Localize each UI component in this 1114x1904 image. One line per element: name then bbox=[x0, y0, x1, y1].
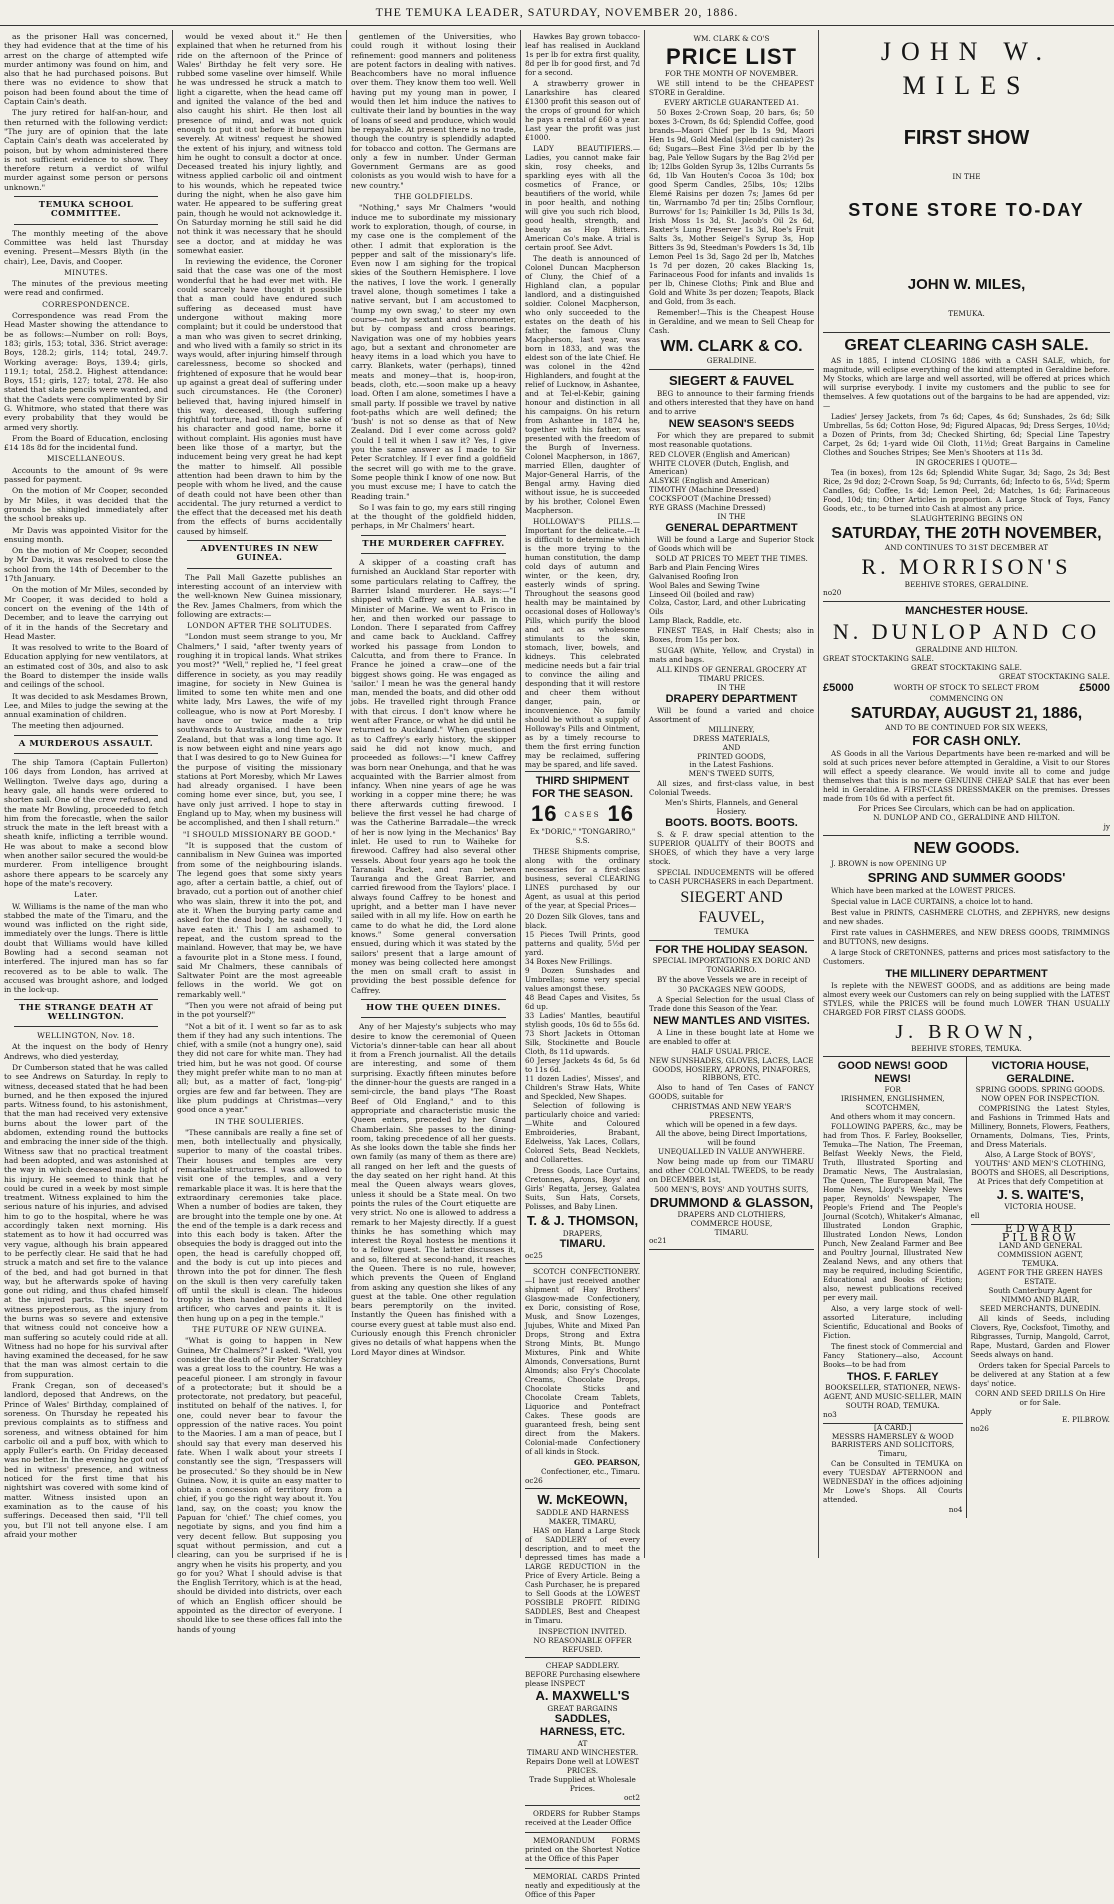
ad-line: N. DUNLOP AND CO., GERALDINE AND HILTON. bbox=[873, 812, 1060, 822]
ad-line: SLAUGHTERING BEGINS ON bbox=[910, 513, 1023, 523]
advertiser-name: J. S. WAITE'S, bbox=[996, 1186, 1084, 1202]
ad-text: BY the above Vessels we are in receipt of bbox=[657, 974, 807, 984]
article-text: The ship Tamora (Captain Fullerton) 106 days from London, has arrived at Wellington. Twelve days ago, during a heavy gale, all hands were ordered to shorten sail. One of the crew refused, and the mate Mr Bowling, proceeded to fetch him from the forecastle, when the sailor struck the mate in the left breast with a sheath knife, inflicting a terrible wound. He was about to make a second blow when another sailor secured the would-be murderer. From intelligence brought ashore there appears to be scarcely any hope of the mate's recovery. bbox=[4, 758, 168, 888]
ad-line: SOLD AT PRICES TO MEET THE TIMES. bbox=[655, 553, 808, 563]
cases-count: 16 bbox=[607, 801, 634, 826]
sub-heading: THE FUTURE OF NEW GUINEA. bbox=[192, 1325, 327, 1335]
article-text: A skipper of a coasting craft has furnished an Auckland Star reporter with some particulars relating to Caffrey, the Barrier Island murderer. He says:—"I shipped with Caffrey as an A.B. in the Minister of Marine. We went to Frisco in her, and then worked our passage to London. There I separated from Caffrey and came back to Auckland. Caffrey worked his passage from London to Calcutta, and from there to France. In France he joined a craw—one of the biggest shows going. He was engaged as 'sailor.' I mean he was the general handy man, mended the boats, and did other odd jobs. He travelled right through France with that circus. I don't know where he went after France, or what he did until he returned to Auckland." When questioned as to Caffrey's early history, the skipper said he did not know much, and proceeded as follows:—"I knew Caffrey was born near Onehunga, and that he was acquainted with the Barrier almost from infancy. When nine years of age he was working in a copper mine there; he was there afterwards cutting firewood. I believe the first vessel he had charge of was the Catherine Barradale—the wreck of her is now lying in the Mechanics' Bay inlet. He used to run to Waiheke for firewood. Caffrey had also several other vessels. About four years ago he took the Taranaki Packet, and ran between Tauranga and the Great Barrier, and carried firewood from the Taylors' place. I always found Caffrey to be honest and upright, and a better man I have never sailed with in all my life. How on earth he came to do what he did, the Lord alone knows." Some general conversation ensued, during which it was stated by the sailors' present that a large amount of money was being collected here amongst the men on small craft to assist in providing the best possible defence for Caffrey. bbox=[351, 558, 516, 995]
ad-text: Which have been marked at the LOWEST PRICES. bbox=[831, 885, 1016, 895]
article-text: The death is announced of Colonel Duncan Macpherson of Cluny, the Chief of a Highland clan, a popular landlord, and a distinguished soldier. Colonel Macpherson, who only succeeded to the estates on the death of his father, the famous Cluny Macpherson, last year, was born in 1833, and was the eldest son of the late Chief. He was colonel in the 42nd Highlanders, and fought at the relief of Lucknow, in Ashantee, and at Tel-el-Kebir, gaining honour and distinction in all his campaigns. On his return from Ashantee in 1874 he, together with his father, was presented with the freedom of the Burgh of Inverness. Colonel Macpherson, in 1867, married Ellen, daughter of Major-General Harris, of the Bengal army. Having died without issue, he is succeeded by his brother, Colonel Ewen Macpherson. bbox=[525, 254, 640, 515]
article-text: "Nothing," says Mr Chalmers "would induce me to subordinate my missionary work to exploration, though, of course, in my case one is the complement of the other. I admit that exploration is the pepper and salt of the missionary's life. Even now I am sighing for the tropical skies of the Southern Hemisphere. I love the natives, I love the work. I generally travel alone, though sometimes I take a native servant, but I am accustomed to 'hump my own swag,' to steer my own course—not by sextant and chronometer, but by compass and cross bearings. Navigation was one of my hobbies years ago, but a sextant and chronometer are heavy items in a load which you have to carry. Blankets, water (perhaps), tinned meats and money—that is, hoop-iron, beads, cloth, etc.—soon make up a heavy load. Often I am alone, sometimes I have a small party. If possible we travel by native foot-paths which are well defined; the 'bush' is not so dense as that of New Zealand. Did I ever come across gold? Could I tell it when I saw it? Yes, I give you the same answer as I made to Sir Peter Scratchley. If I ever find a goldfield the secret will go with me to the grave. Some people think I know of one now. But you must excuse me; I have to catch the Reading train." bbox=[351, 203, 516, 501]
ad-text: A Special Selection for the usual Class of Trade done this Season of the Year. bbox=[649, 994, 814, 1013]
ad-code: oct2 bbox=[623, 1793, 640, 1802]
column-1 bbox=[0, 32, 172, 1556]
ad-text: BEG to announce to their farming friends and others interested that they have on hand and to arrive bbox=[649, 388, 814, 416]
ad-text: For which they are prepared to submit most reasonable quotations. bbox=[649, 430, 814, 449]
ad-text: FOLLOWING PAPERS, &c., may be had from Thos. F. Farley, Bookseller, Temuka—The Nation, The Freeman, Belfast Weekly News, the Field, Truth, Illustrated Sporting and Dramatic News, The Australasian, The Queen, The European Mail, The Home News, Lloyd's Weekly News paper, Reynolds' Newspaper, The People's Friend and The People's Journal (Scotch), Whitaker's Almanac, Illustrated London Graphic, Illustrated London News, London Punch, New Zealand Farmer and Bee and Poultry Journal, Illustrated New Zealand News, and any others that may be required, including Scientific, Educational and Books of Fiction; also, newest publications received per every mail. bbox=[823, 1122, 963, 1303]
ad-line: PRINTED GOODS, bbox=[697, 751, 766, 761]
column-2 bbox=[173, 32, 346, 1634]
ad-text: AS in 1885, I intend CLOSING 1886 with a CASH SALE, which, for magnitude, will eclipse everything of the kind attempted in Geraldine before. My Stocks, which are large and well assorted, will be offered at prices which will surprise everybody. I invite my customers and the public to see for themselves. A few quotations out of the bargains to be had are appended, viz:— bbox=[823, 355, 1110, 410]
column-6 bbox=[819, 32, 1114, 1556]
article-text: From the Board of Education, enclosing £14 18s 8d for the incidental fund. bbox=[4, 433, 168, 453]
article-text: At the inquest on the body of Henry Andrews, who died yesterday, bbox=[4, 1042, 168, 1061]
article-text: "Then you were not afraid of being put in the pot yourself?" bbox=[177, 1000, 342, 1020]
list-item: 33 Ladies' Mantles, beautiful stylish goods, 10s 6d to 55s 6d. bbox=[525, 1011, 640, 1029]
advertiser-town: GERALDINE AND HILTON. bbox=[915, 645, 1018, 655]
ad-line: Also, A Large Stock of BOYS', YOUTHS' AND MEN'S CLOTHING, bbox=[974, 1150, 1106, 1169]
cases-count: 16 bbox=[531, 801, 558, 826]
article-text: gentlemen of the Universities, who could rough it without losing their refinement: good manners and politeness are potent factors in dealing with natives. Beachcombers have no moral influence over them. They know them too well. Well having put my young man in power, I would then let him induce the natives to cultivate their land by bounties in the way of loans of seed and produce, which would be repayable. At present there is no trade, though the country is splendidly adapted for tobacco and cotton. The Germans are only a few in number. Under German Government Germans are as good colonists as you would wish to have for a new country." bbox=[351, 32, 516, 190]
list-item: Colza, Castor, Lard, and other Lubricating Oils bbox=[649, 598, 806, 617]
ad-line: AND CONTINUES TO 31ST DECEMBER AT bbox=[884, 542, 1049, 552]
list-item: TIMOTHY (Machine Dressed) bbox=[649, 485, 759, 495]
advertiser-town: TIMARU. bbox=[559, 1238, 606, 1250]
ad-heading: FIRST SHOW bbox=[903, 127, 1030, 149]
article-heading: ADVENTURES IN NEW GUINEA. bbox=[200, 544, 319, 564]
stock-label: WORTH OF STOCK TO SELECT FROM bbox=[893, 683, 1040, 693]
article-text: would be vexed about it." He then explained that when he returned from his ride on the afternoon of the Prince of Wales' Birthday he felt very sore. He rubbed some vaseline over himself. While he was undressed he struck a match to light a cigarette, when the head came off and ignited the valance of the bed and also caught his shirt. He then lost all presence of mind, and was not quick enough to put it out before it burned him severely. At witness' request he showed the extent of his injury, and witness told him he ought to consult a doctor at once. Deceased treated his injury lightly, and witness applied carbolic oil and ointment to his wounds, which he repeated twice during the night, when he also gave him water. He appeared to be suffering great pain, though he would not acknowledge it. On Saturday morning he still said he did not think it was necessary that he should see a doctor, and at midday he was somewhat easier. bbox=[177, 32, 342, 255]
article-text: W. Williams is the name of the man who stabbed the mate of the Timaru, and the wound was inflicted on the right side, immediately over the lungs. There is little doubt that Williams would have killed Bowling had a second seaman not interfered. The injured man has so far recovered as to be able to walk. The accused was brought ashore, and lodged in the lock-up. bbox=[4, 901, 168, 995]
ad-heading: MANCHESTER HOUSE. bbox=[905, 605, 1028, 618]
orders-ad bbox=[525, 1806, 640, 1833]
dunlop-ad bbox=[823, 602, 1110, 835]
ad-text: Special value in LACE CURTAINS, a choice lot to hand. bbox=[831, 896, 1033, 906]
advertiser-town: TEMUKA bbox=[714, 927, 749, 937]
ad-line: GREAT STOCKTAKING SALE. bbox=[823, 654, 934, 664]
list-item: 48 Bead Capes and Visites, 5s 6d up. bbox=[525, 993, 640, 1011]
article-text: On the motion of Mr Cooper, seconded by Mr Davis, it was resolved to close the school from the 14th of December to the 17th January. bbox=[4, 546, 168, 584]
article-text: LADY BEAUTIFIERS.—Ladies, you cannot make fair skin, rosy cheeks, and sparkling eyes with all the cosmetics of France, or beautifiers of the world, while in poor health, and nothing will give you such rich blood, good health, strength, and beauty as Hop Bitters. American Co's make. A trial is certain proof. See Advt. bbox=[525, 144, 640, 252]
ad-text: Now being made up from our TIMARU and other COLONIAL TWEEDS, to be ready on DECEMBER 1st, bbox=[649, 1156, 814, 1184]
ad-text: Dress Goods, Lace Curtains, Cretonnes, Aprons, Boys' and Girls' Regatta, Jersey, Galatea Suits, Sun Hats, Corsets, Polisses, and Baby Linen. bbox=[525, 1166, 640, 1211]
ad-heading: NEW SEASON'S SEEDS bbox=[668, 417, 795, 430]
ad-line: AND TO BE CONTINUED FOR SIX WEEKS, bbox=[885, 722, 1048, 732]
advertiser-town: Timaru, bbox=[878, 1449, 908, 1459]
article-text: The minutes of the previous meeting were read and confirmed. bbox=[4, 279, 168, 298]
list-item: 60 Jersey Jackets 4s 6d, 5s 6d to 11s 6d. bbox=[525, 1056, 640, 1074]
masthead-title: THE TEMUKA LEADER, SATURDAY, NOVEMBER 20, 1886. bbox=[375, 5, 739, 19]
miles-ad bbox=[823, 32, 1110, 333]
ad-line: SPRING GOODS. SPRING GOODS. bbox=[975, 1085, 1105, 1095]
ad-code: oc21 bbox=[649, 1236, 667, 1246]
advertiser-name: GEO. PEARSON, bbox=[574, 1458, 640, 1467]
ad-code: ell bbox=[970, 1210, 980, 1220]
ad-code: no3 bbox=[823, 1409, 837, 1419]
advertiser-town: TIMARU. bbox=[714, 1227, 749, 1237]
pearson-ad bbox=[525, 1264, 640, 1489]
ad-text: BEFORE Purchasing elsewhere please INSPECT bbox=[525, 1670, 640, 1688]
article-text: as the prisoner Hall was concerned, they had evidence that at the time of his arrest on the charge of attempted wife murder antimony was found on him, and also that he had purchased poisons. But there was no evidence to show that poison had been found about the time of Captain Cain's death. bbox=[4, 32, 168, 107]
advertiser-name: SIEGERT AND FAUVEL, bbox=[680, 889, 783, 927]
article-text: Accounts to the amount of 9s were passed for payment. bbox=[4, 465, 168, 485]
bottom-ads bbox=[823, 1057, 1110, 1518]
article-text: Frank Cregan, son of deceased's landlord, deposed that Andrews, on the Prince of Wales' Birthday, complained of soreness. On Thursday he repeated his previous complaints as to stiffness and soreness, and witness obtained for him carbolic oil and a puff box, with which to apply Fuller's earth. On Friday deceased was no better. In the evening he got out of bed in witness' presence, and witness noticed for the first time that his nightshirt was covered with some kind of matter. Witness insisted upon an examination as to the cause of his sufferings. Deceased then said, "I'll tell you, but I'll not tell anyone else. I am afraid your mother bbox=[4, 1381, 168, 1539]
ad-line: which will be opened in a few days. bbox=[665, 1120, 798, 1130]
list-item: 15 Pieces Twill Prints, good patterns and quality, 5½d per yard. bbox=[525, 930, 640, 957]
article-text: The jury retired for half-an-hour, and then returned with the following verdict: "The jury are of opinion that the late Captain Cain's death was accelerated by poison, but by whom administered there is not sufficient evidence to show. They therefore return a verdict of wilful murder against some person or persons unknown." bbox=[4, 108, 168, 192]
advertiser-name: DRUMMOND & GLASSON, bbox=[649, 1194, 814, 1210]
advertiser-name: JOHN W. MILES bbox=[880, 37, 1053, 100]
advertiser-name: JOHN W. MILES, bbox=[907, 275, 1026, 293]
list-item: 34 Boxes New Frillings. bbox=[525, 957, 613, 966]
ad-text: HAS on Hand a Large Stock of SADDLERY of every description, and to meet the depressed times has made a LARGE REDUCTION in the Price of Every Article. Being a Cash Purchaser, he is prepared to Sell Goods at the LOWEST POSSIBLE PROFIT. RIDING SADDLES, Best and Cheapest in Timaru. bbox=[525, 1526, 640, 1625]
ad-line: IN THE bbox=[717, 682, 746, 692]
advertiser-name: WM. CLARK & CO. bbox=[660, 337, 803, 355]
ad-heading: THE MILLINERY DEPARTMENT bbox=[885, 967, 1048, 980]
advertiser-trade: BOOKSELLER, STATIONER, NEWS-AGENT, AND MUSIC-SELLER, MAIN SOUTH ROAD, TEMUKA. bbox=[823, 1383, 962, 1410]
ad-text: SUGAR (White, Yellow, and Crystal) in mats and bags. bbox=[649, 646, 814, 665]
ad-line: COMMERCE HOUSE, bbox=[690, 1218, 773, 1228]
advertiser-trade: DRAPERS AND CLOTHIERS, bbox=[677, 1209, 786, 1219]
ad-line: Men's Shirts, Flannels, and General Hosiery. bbox=[665, 798, 798, 817]
ad-line: AND bbox=[722, 742, 741, 752]
memorial-ad bbox=[525, 1869, 640, 1904]
ad-heading: VICTORIA HOUSE, GERALDINE. bbox=[991, 1060, 1089, 1086]
advertiser-trade: DRAPERS, bbox=[562, 1229, 603, 1238]
ad-code: no4 bbox=[948, 1505, 963, 1515]
ad-line: 500 MEN'S, BOYS' AND YOUTHS SUITS, bbox=[654, 1184, 809, 1194]
sub-heading: Later. bbox=[74, 890, 98, 900]
cases-row bbox=[525, 801, 640, 827]
ad-heading: SATURDAY, THE 20TH NOVEMBER, bbox=[831, 524, 1102, 542]
sub-heading: LONDON AFTER THE SOLITUDES. bbox=[187, 621, 332, 631]
ad-text: Will be found a varied and choice Assortment of bbox=[649, 705, 814, 724]
ad-heading: BOOTS. BOOTS. BOOTS. bbox=[665, 817, 798, 830]
drummond-ad bbox=[649, 941, 814, 1250]
ad-line: CHRISTMAS AND NEW YEAR'S PRESENTS, bbox=[671, 1102, 792, 1121]
ad-line: SADDLES, HARNESS, ETC. bbox=[540, 1713, 625, 1738]
ad-heading: GOOD NEWS! GOOD NEWS! bbox=[837, 1060, 948, 1086]
ad-heading: NEW MANTLES AND VISITES. bbox=[653, 1014, 810, 1027]
article-text: Mr Davis was appointed Visitor for the ensuing month. bbox=[4, 525, 168, 544]
item-list bbox=[525, 912, 640, 1101]
ad-text: All sizes, and first-class value, in best Colonial Tweeds. bbox=[649, 779, 814, 798]
advertiser-name: EDWARD PILBROW bbox=[971, 1224, 1111, 1243]
list-item: Wool Bales and Sewing Twine bbox=[649, 580, 760, 590]
waite-ad bbox=[971, 1057, 1111, 1518]
ad-line: TIMARU AND WINCHESTER. bbox=[526, 1748, 639, 1757]
article-text: "It is supposed that the custom of cannibalism in New Guinea was imported from some of the neighbouring islands. The legend goes that some sixty years ago, after a certain battle, a chief, out of bravado, cut a portion out of another chief who was slain, threw it into the pot, and ate it. When the burying party came and asked for the dead body, he said coolly, 'I have eaten it.' This I am ashamed to repeat, and the custom spread to the mainland. However, that may be, we have a favourite plot in a Stone mess. I found, said Mr Chalmers, these cannibals of Saltwater Point are the most agreeable fellows in the world. We got on remarkably well." bbox=[177, 840, 342, 999]
article-text: "What is going to happen in New Guinea, Mr Chalmers?" I asked. "Well, you consider the death of Sir Peter Scratchley was a great loss to the country. He was a peaceful pioneer. I am strongly in favour of a protectorate; but it should be a protectorate, not predatory, but peaceful, instituted on behalf of the natives. I, for one, could never bear to favour the oppression of the native races. You point to the Maories. I am a man of peace, but I should say that every man deserved his fate. When I walk about your streets I constantly see the sign, 'Trespassers will be prosecuted.' So they should be in New Guinea. Now, it is quite an easy matter to obtain a concession of territory from a chief, if you go the right way about it. You land, say, on the coast; you know the Papuan for 'chief.' The chief comes, you negotiate by signs, and you find him a very decent fellow. But supposing you squat without permission, and cut a clearing, can you be surprised if he is angry when he visits his property, and you go for you? What I should advise is that the English Territory, which is at the head, should be divided into districts, over each of which an English officer should be appointed as the director of everyone. I should like to see these offices fall into the hands of young bbox=[177, 1336, 342, 1634]
ad-heading: FOR CASH ONLY. bbox=[912, 732, 1021, 748]
ad-text: Also to hand of Ten Cases of FANCY GOODS, suitable for bbox=[649, 1083, 814, 1102]
article-text: "Not a bit of it. I went so far as to ask them if they had any such intentions. The chief, with a smile (not a hungry one), said they did not care for white man. They had tried him, but he was not good. Of course they might prefer white man to no man at all; but, as a matter of fact, 'long-pig' orgies are few and far between. They are like plum puddings at Christmas—very good once a year." bbox=[177, 1021, 342, 1115]
sub-heading: MINUTES. bbox=[64, 267, 108, 277]
ships-line: Ex "DORIC," "TONGARIRO," S.S. bbox=[529, 827, 636, 845]
ad-text: S. & F. draw special attention to the SUPERIOR QUALITY of their BOOTS and SHOES, of which they have a very large stock. bbox=[649, 830, 814, 867]
thomson-ad bbox=[525, 771, 640, 1264]
ad-line: And others whom it may concern. bbox=[830, 1112, 956, 1122]
ad-line: NO REASONABLE OFFER REFUSED. bbox=[533, 1636, 632, 1654]
advertiser-town: TEMUKA. bbox=[1021, 1259, 1059, 1269]
ad-line: SEED MERCHANTS, DUNEDIN. bbox=[979, 1303, 1101, 1313]
ad-line: MILLINERY, bbox=[708, 724, 755, 734]
ad-heading: SATURDAY, AUGUST 21, 1886, bbox=[850, 704, 1083, 722]
advertiser-trade: SADDLE AND HARNESS MAKER, TIMARU, bbox=[536, 1508, 629, 1526]
ad-heading: GENERAL DEPARTMENT bbox=[665, 521, 798, 534]
ad-text: Best value in PRINTS, CASHMERE CLOTHS, and ZEPHYRS, new designs and new shades. bbox=[823, 907, 1110, 926]
advertiser-trade: LAND AND GENERAL COMMISSION AGENT, bbox=[997, 1241, 1084, 1260]
ad-text: Ladies' Jersey Jackets, from 7s 6d; Capes, 4s 6d; Sunshades, 2s 6d; Silk Umbrellas, 5s 6d; Cotton Hose, 9d; Figured Alpacas, 9d; Dress Serges, 10½d; a Dozen of Prints, from 3d; Checked Shirting, 6d; Special Line Tapestry Carpet, 2s 6d; 1-yard wide Oil Cloth, 11½d; Great Bargains in Cameline Clothes and Souches Stripes; See Men's Shooters at 11s 3d. bbox=[823, 411, 1110, 457]
article-text: In reviewing the evidence, the Coroner said that the case was one of the most wonderful that he had ever met with. He could scarcely have thought it possible that a man could have endured such suffering as deceased must have undergone without making more complaint; but it could be understood that a man who was given to secret drinking, and who lived with a family so strict in its ways would, after injuring himself through carelessness, become so shocked and frightened of exposure that he would bear up against a great deal of suffering under such circumstances. He (the Coroner) believed that, having injured himself in this way, deceased, though suffering frightful torture, had still, for the sake of his character and good name, borne it without complaint. His agonies must have been like those of a martyr, but the inducement being very great he had kept the matter to himself. All possible attention had been drawn to him by the people with whom he lived, and the cause of death could not have been other than accidental. The jury returned a verdict to the effect that the deceased met his death from the effects of burns accidentally caused by himself. bbox=[177, 257, 342, 536]
advertiser-name: R. MORRISON'S bbox=[861, 553, 1072, 579]
ad-line: FOR THE MONTH OF NOVEMBER. bbox=[664, 68, 799, 78]
list-item: RED CLOVER (English and American) bbox=[649, 449, 791, 459]
list-item: Barb and Plain Fencing Wires bbox=[649, 562, 760, 572]
advertiser-name: J. BROWN, bbox=[895, 1020, 1038, 1043]
ad-text: FINEST TEAS, in Half Chests; also in Boxes, from 15s per box. bbox=[649, 626, 814, 645]
maxwell-ad bbox=[525, 1658, 640, 1806]
advertiser-town: VICTORIA HOUSE. bbox=[1004, 1201, 1077, 1211]
ad-text: SPECIAL INDUCEMENTS will be offered to CASH PURCHASERS in each Department. bbox=[649, 868, 814, 887]
article-text: It was decided to ask Mesdames Brown, Lee, and Miles to judge the sewing at the annual examination of children. bbox=[4, 691, 168, 720]
ad-line: COMMENCING ON bbox=[929, 693, 1004, 703]
list-item: Galvanised Roofing Iron bbox=[649, 571, 739, 581]
article-text: Correspondence was read From the Head Master showing the attendance to be as follows:—Number on roll: Boys, 183; girls, 153; total, 336. Strict average: Boys, 128.2; girls, 114; total, 249.7. Working average: Boys, 139.4; girls, 119.1; total, 258.2. Highest attendance: Boys, 151; girls, 127; total, 278. He also stated that slate pencils were wanted, and that the Cadets were complimented by Sir G. Whitmore, who stated that there was every probability that they would be armed very shortly. bbox=[4, 311, 168, 432]
article-heading: THE MURDERER CAFFREY. bbox=[362, 538, 505, 549]
ad-line: ALL KINDS OF GENERAL GROCERY AT TIMARU PRICES. bbox=[656, 665, 807, 684]
ad-text: Tea (in boxes), from 12s 6d; Splendid White Sugar, 3d; Sago, 2s 3d; Best Rice, 2s 9d doz; 2-Crown Soap, 5s 9d; Currants, 6d; Infecto to 6s, 5¼d; Sperm Candles, 6d; Coffee, 1s 4d; Lemon Peel, 2d; Matches, 1s 6d; Farinaceous Food, 10d; tin; Other Articles in proportion. A Large Stock of Toys, Fancy Goods, etc., to be turned into Cash at almost any price. bbox=[823, 467, 1110, 513]
ad-line: IN THE bbox=[952, 172, 981, 181]
ad-text: THESE Shipments comprise, along with the ordinary necessaries for a first-class business, several CLEARING LINES purchased by our Agent, as usual at this period of the year, at Special Prices— bbox=[525, 847, 640, 910]
article-text: "London must seem strange to you, Mr Chalmers," I said, "after twenty years of roughing it in tropical lands. What strikes you most?" "Well," replied he, "I feel great difference in society, as you may readily imagine, for society in New Guinea is limited to some ten white men and one white lady, Mrs Lawes, the wife of my colleague, who is now at Port Moresby. I have once or twice made a trip southwards to Australia, and then to New Zealand, but that was a long time ago. It is now between eight and nine years ago that I was desired to go to New Guinea for the purpose of visiting the missionary stations at Port Moresby, which Mr Lawes had already organised. I have been coming home ever since, but, you see, I have only just arrived. I hope to stay in England up to May, when my business will be accomplished, and then I shall return." bbox=[177, 632, 342, 828]
article-heading: TEMUKA SCHOOL COMMITTEE. bbox=[38, 200, 134, 220]
ad-line: [A CARD.] bbox=[823, 1423, 963, 1433]
ad-line: All the above, being Direct Importations, will be found bbox=[655, 1129, 808, 1147]
ad-code: no26 bbox=[970, 1424, 989, 1434]
farley-ad bbox=[823, 1057, 967, 1518]
ad-text: Orders taken for Special Parcels to be delivered at any Station at a few days' notice. bbox=[970, 1360, 1110, 1388]
sub-heading: MISCELLANEOUS. bbox=[46, 454, 126, 464]
ad-text: MEMORANDUM FORMS printed on the Shortest Notice at the Office of this Paper bbox=[525, 1836, 640, 1863]
article-heading: A MURDEROUS ASSAULT. bbox=[18, 738, 154, 749]
ad-line: South Canterbury Agent for bbox=[988, 1286, 1092, 1295]
ad-code: oc25 bbox=[525, 1251, 543, 1260]
general-list bbox=[649, 564, 814, 626]
ad-line: AGENT FOR THE GREEN HAYES ESTATE. bbox=[977, 1268, 1103, 1287]
article-text: So I was fain to go, my ears still ringing at the thought of the goldfield hidden, perhaps, in Mr Chalmers' heart. bbox=[351, 502, 516, 531]
article-text: On the motion of Mr Miles, seconded by Mr Cooper, it was decided to hold a concert on the evening of the 14th of December, and to leave the carrying out of it in the hands of the Secretary and Head Master. bbox=[4, 585, 168, 641]
ad-heading: THIRD SHIPMENT FOR THE SEASON. bbox=[532, 775, 633, 800]
ad-line: IN THE bbox=[717, 511, 746, 521]
ad-code: jy bbox=[1103, 821, 1110, 831]
ad-line: 30 PACKAGES NEW GOODS, bbox=[677, 984, 786, 994]
article-text: Hawkes Bay grown tobacco-leaf has realised in Auckland 1s per lb for extra first quality, 8d per lb for good first, and 7d for a second. bbox=[525, 32, 640, 77]
ad-line: GREAT STOCKTAKING SALE. bbox=[999, 672, 1110, 682]
ad-line: HALF USUAL PRICE. bbox=[691, 1046, 772, 1056]
article-text: "These cannibals are really a fine set of men, both intellectually and physically, superior to many of the coastal tribes. Their houses and temples are very remarkable structures. I was allowed to visit one of the temples, and a very remarkable place it was. It is here that the extraordinary ceremonies take place. When a number of bodies are taken, they are brought into the temple one by one. At the end of the temple is a dark recess and into this each body is taken. After the obsequies the body is dragged out into the open, the head is carefully chopped off, and the body is cut up into pieces and thrown into the pot for dinner. The flesh on the skull is then very carefully taken off until the skull is clean. The hideous trophy is then handed over to a skilled artificer, who carves and paints it. It is then hung up on a peg in the temple." bbox=[177, 1127, 342, 1323]
article-text: Dr Cumberson stated that he was called to see Andrews on Saturday. In reply to witness, deceased stated that he had been burned, and he then exposed the injured parts. Witness found, to his astonishment, that the man had received very extensive burns about the lower part of the abdomen, extending round the buttocks and embracing the inner side of the thigh. Witness saw that no practical treatment had been adopted, and was astonished at the way in which deceased made light of his injury. He seemed to think that he could be cured in a week by most simple treatment. Witness explained to him the serious nature of his injuries, and advised him to go to the hospital, where he was accordingly taken next morning. His statement as to how it had occurred was very vague, although his brain appeared to be perfectly clear. He said that he had struck a match and set fire to the valance of the bed, and had got burned in that way, but he afterwards spoke of having gone out riding, and thus chafed himself at the injured parts. This seemed to witness preposterous, as the injury from the burns was so severe and extensive that witness could not conceive how a man suffering so acutely could ride at all. Witness had no hope for his survival after having examined the deceased, for he saw that the man was almost certain to die from suppuration. bbox=[4, 1062, 168, 1379]
ad-heading: GREAT CLEARING CASH SALE. bbox=[844, 336, 1089, 354]
advertiser-name: T. & J. THOMSON, bbox=[526, 1213, 639, 1228]
article-text: The meeting then adjourned. bbox=[12, 721, 124, 731]
ad-title: PRICE LIST bbox=[665, 43, 797, 69]
ad-text: J. BROWN is now OPENING UP bbox=[831, 858, 947, 868]
list-item: 20 Dozen Silk Gloves, tans and black. bbox=[525, 912, 640, 930]
list-item: Linseed Oil (boiled and raw) bbox=[649, 589, 755, 599]
ad-line: GREAT STOCKTAKING SALE. bbox=[911, 663, 1022, 673]
column-4 bbox=[521, 32, 644, 1899]
ad-line: NOW OPEN FOR INSPECTION. bbox=[981, 1094, 1100, 1104]
ad-heading: DRAPERY DEPARTMENT bbox=[665, 692, 798, 705]
list-item: 11 dozen Ladies', Misses', and Children's Straw Hats, White and Speckled, New Shapes. bbox=[525, 1074, 640, 1101]
advertiser-trade: BARRISTERS AND SOLICITORS, bbox=[831, 1440, 955, 1450]
article-text: A strawberry grower in Lanarkshire has cleared £1300 profit this season out of the crops of ground for which he pays a rental of £60 a year. Last year the profit was just £1000. bbox=[525, 79, 640, 142]
mckeown-ad bbox=[525, 1489, 640, 1658]
ad-line: CORN AND SEED DRILLS On Hire or for Sale. bbox=[975, 1388, 1106, 1407]
ad-line: BOOTS and SHOES, all Descriptions, At Prices that defy Competition at bbox=[971, 1168, 1110, 1186]
list-item: ALSYKE (English and American) bbox=[649, 476, 770, 486]
ad-line: AT bbox=[577, 1739, 588, 1748]
stock-value: £5000 bbox=[823, 681, 854, 694]
ad-line: UNEQUALLED IN VALUE ANYWHERE. bbox=[658, 1146, 805, 1156]
ad-line: GREAT BARGAINS bbox=[547, 1704, 618, 1713]
ad-text: Selection of following is particularly choice and varied:—White and Coloured Embroideries, Brabant, Edelweiss, Yak Laces, Collars, Colored Sets, Bead Necklets, and Collarettes. bbox=[525, 1101, 640, 1164]
advertiser-name: MESSRS HAMERSLEY & WOOD bbox=[831, 1431, 954, 1441]
ad-line: INSPECTION INVITED. bbox=[538, 1627, 627, 1636]
ad-code: oc26 bbox=[525, 1476, 543, 1485]
list-item: RYE GRASS (Machine Dressed) bbox=[649, 503, 766, 513]
advertiser-town: TEMUKA. bbox=[948, 308, 985, 318]
masthead bbox=[0, 0, 1114, 26]
ad-heading: STONE STORE TO-DAY bbox=[848, 199, 1085, 220]
ad-text: All kinds of Seeds, including Clovers, Rye, Cocksfoot, Timothy, and Ribgrasses, Turnip, Mangold, Carrot, Rape, Mustard, Garden and Flower Seeds always on hand. bbox=[970, 1313, 1110, 1359]
list-item: WHITE CLOVER (Dutch, English, and American) bbox=[649, 458, 789, 477]
ad-text: COMPRISING the Latest Styles, and Fashions in Trimmed Hats and Millinery, Bonnets, Flowers, Feathers, Ornaments, Dolmans, Ties, Prints, and Dress Materials. bbox=[970, 1104, 1110, 1150]
ad-line: IRISHMEN, ENGLISHMEN, SCOTCHMEN, bbox=[840, 1094, 945, 1113]
list-item: COCKSFOOT (Machine Dressed) bbox=[649, 494, 771, 504]
ad-text: SCOTCH CONFECTIONERY.—I have just received another shipment of Hay Brothers' Glasgow-made Confectionery, ex Doric, consisting of Rose, Musk, and Snow Lozenges, Jujubes, White and Mixed Pan Drops, Strong and Extra Strong Mints, Bt. Mungo Mixtures, Pink and White Almonds, Conversations, Burnt Almonds; also Fry's Chocolate Creams, Chocolate Drops, Chocolate Sticks and Chocolate Cream Tablets, Liquorice and Pontefract Cakes. These goods are guaranteed fresh, being sent direct from the Makers. Colonial-made Confectionery of all kinds in Stock. bbox=[525, 1267, 640, 1456]
ad-text: Also, a very large stock of well-assorted Literature, including Scientific, Educational and Books of Fiction. bbox=[823, 1304, 963, 1341]
ad-text: WE still intend to be the CHEAPEST STORE in Geraldine. bbox=[649, 78, 814, 97]
memo-ad bbox=[525, 1833, 640, 1869]
advertiser-town: BEEHIVE STORES, GERALDINE. bbox=[904, 579, 1029, 589]
ad-heading: CHEAP SADDLERY. bbox=[545, 1661, 620, 1670]
ad-line: Apply bbox=[970, 1406, 992, 1416]
ad-text: A large Stock of CRETONNES, patterns and prices most satisfactory to the Customers. bbox=[823, 947, 1110, 966]
advertiser-trade: Confectioner, etc., Timaru. bbox=[540, 1467, 640, 1476]
article-heading: HOW THE QUEEN DINES. bbox=[366, 1002, 501, 1013]
cases-label: CASES bbox=[564, 809, 601, 819]
advertiser-name: A. MAXWELL'S bbox=[535, 1688, 630, 1703]
ad-line: MEN'S TWEED SUITS, bbox=[688, 769, 775, 779]
morrison-ad bbox=[823, 333, 1110, 603]
advertiser-name: E. PILBROW. bbox=[1062, 1415, 1110, 1425]
sub-heading: THE GOLDFIELDS. bbox=[394, 192, 473, 202]
ad-line: SPECIAL IMPORTATIONS EX DORIC AND TONGARIRO. bbox=[652, 956, 811, 974]
list-item: 73 Short Jackets in Ottoman Silk, Stockinette and Boucle Cloth, 8s 11d upwards. bbox=[525, 1029, 640, 1056]
ad-line: DRESS MATERIALS, bbox=[693, 733, 770, 743]
ad-text: Will be found a Large and Superior Stock of Goods which will be bbox=[649, 534, 814, 553]
dateline: WELLINGTON, Nov. 18. bbox=[37, 1031, 135, 1041]
sub-heading: IN THE SOULIERIES. bbox=[214, 1116, 305, 1126]
advertiser-name: N. DUNLOP AND CO bbox=[832, 619, 1101, 645]
ad-text: MEMORIAL CARDS Printed neatly and expeditiously at the Office of this Paper bbox=[525, 1872, 640, 1899]
ad-heading: SPRING AND SUMMER GOODS' bbox=[867, 869, 1066, 885]
article-text: Any of her Majesty's subjects who may desire to know the ceremonial of Queen Victoria's dinner-table can hear all about it from a French journalist. All the details are interesting, and some of them surprising. Exactly fifteen minutes before the dinner-hour the guests are ranged in a semi-circle, the band plays "The Roast Beef of Old England," and to this appropriate and characteristic music the Queen enters, preceded by her Grand Chamberlain. She passes to the dining-room, taking precedence of all her guests. As she looks down the table she finds her own family (as many of them as there are) all ranged on her left and the guests of the day seated on her right hand. At this meal the Queen always wears gloves, unless it should be a State meal. On two points the rules of the Court etiquette are very strict. No one is allowed to address a remark to her Majesty directly. If a guest thinks he has something which may interest the Royal hostess he mentions it to a fellow guest. The latter discusses it, and so, filtered at second-hand, it reaches the Queen. There is no rule, however, which prevents the Queen of England from asking any question she likes of any guest at the table. One other regulation bears peremptorily on the invited. Instantly the Queen has finished with a course every guest at table must also end. Curiously enough this French chronicler gives no details of what happens when the Lord Mayor dines at Windsor. bbox=[351, 1022, 516, 1357]
ad-line: NIMMO AND BLAIR, bbox=[1000, 1294, 1080, 1304]
ad-line: Repairs Done well at LOWEST PRICES. bbox=[526, 1757, 639, 1775]
ad-heading: NEW GOODS. bbox=[913, 839, 1020, 857]
ad-text: Is replete with the NEWEST GOODS, and as additions are being made almost every week our Customers can rely on being supplied with the LATEST STYLES, while the PRICES will be found much LOWER THAN USUALLY CHARGED FOR FIRST CLASS GOODS. bbox=[823, 980, 1110, 1017]
ad-text: Can be Consulted in TEMUKA on every TUESDAY AFTERNOON and WEDNESDAY in the offices adjoining Mr Lowe's Shops. All Courts attended. bbox=[823, 1459, 963, 1505]
ad-heading: WM. CLARK & CO'S bbox=[693, 34, 770, 43]
stock-value: £5000 bbox=[1079, 681, 1110, 694]
column-3 bbox=[347, 32, 520, 1556]
ad-line: in the Latest Fashions. bbox=[689, 760, 774, 770]
advertiser-town: GERALDINE. bbox=[706, 355, 757, 365]
ad-line: EVERY ARTICLE GUARANTEED A1. bbox=[664, 97, 799, 107]
ad-line: Trade Supplied at Wholesale Prices. bbox=[529, 1775, 636, 1793]
article-heading: THE STRANGE DEATH AT WELLINGTON. bbox=[18, 1002, 154, 1022]
clark-ad bbox=[649, 32, 814, 370]
ad-text: A Line in these bought late at Home we are enabled to offer at bbox=[649, 1027, 814, 1046]
sub-heading: CORRESPONDENCE. bbox=[42, 299, 130, 309]
advertiser-town: BEEHIVE STORES, TEMUKA. bbox=[911, 1043, 1022, 1053]
advertiser-name: W. McKEOWN, bbox=[537, 1492, 628, 1507]
ad-text: First rate values in CASHMERES, and NEW DRESS GOODS, TRIMMINGS and BUTTONS, new designs. bbox=[823, 927, 1110, 946]
ad-heading: FOR THE HOLIDAY SEASON. bbox=[655, 944, 808, 956]
article-text: On the motion of Mr Cooper, seconded by Mr Miles, it was decided that the grounds be shingled immediately after the school breaks up. bbox=[4, 486, 168, 524]
siegert-ad bbox=[649, 370, 814, 941]
article-text: It was resolved to write to the Board of Education applying for new ventilators, at an estimated cost of 30s, and also to ask the Board to distemper the inside walls and ceilings of the school. bbox=[4, 643, 168, 690]
ad-text: Remember!—This is the Cheapest House in Geraldine, and we mean to Sell Cheap for Cash. bbox=[649, 307, 814, 335]
seed-list bbox=[649, 451, 814, 513]
ad-text: The finest stock of Commercial and Fancy Stationery—also, Account Books—to be had from bbox=[823, 1342, 963, 1370]
ad-text: ORDERS for Rubber Stamps received at the Leader Office bbox=[525, 1809, 640, 1827]
sub-heading: "I SHOULD MISSIONARY BE GOOD." bbox=[182, 829, 337, 839]
article-text: The Pall Mall Gazette publishes an interesting account of an interview with the well-known New Guinea missionary, the Rev. James Chalmers, from which the following are extracts:— bbox=[177, 572, 342, 619]
brown-ad bbox=[823, 836, 1110, 1058]
article-text: The monthly meeting of the above Committee was held last Thursday evening. Present—Messrs Blyth (in the chair), Lee, Davis, and Cooper. bbox=[4, 228, 168, 266]
ad-text: AS Goods in all the Various Departments have been re-marked and will be sold at such prices never before attempted in Geraldine, a Visit to our Stores will effect a speedy clearance. We would invite all to come and judge themselves that this is no mere GENUINE CHEAP SALE that has ever been held in Geraldine. A FIRST-CLASS DRESSMAKER on the premises. Dresses made from 10s 6d with a perfect fit. bbox=[823, 748, 1110, 803]
ad-line: NEW SUNSHADES, GLOVES, LACES, LACE GOODS, HOSIERY, APRONS, PINAFORES, RIBBONS, ETC. bbox=[649, 1055, 814, 1083]
advertiser-name: THOS. F. FARLEY bbox=[846, 1371, 939, 1384]
column-5 bbox=[645, 32, 818, 1556]
article-text: HOLLOWAY'S PILLS.—Important for the delicate.—It is difficult to determine which is the more trying to the human constitution, the damp cold days of autumn and winter, or the keen, dry, easterly winds of spring. Throughout the seasons good health may be maintained by occasional doses of Holloway's Pills, which purify the blood and act as wholesome stimulants to the skin, stomach, liver, bowels, and kidneys. This celebrated medicine needs but a fair trial to convince the ailing and desponding that it will restore and cheer them without danger, pain, or inconvenience. No family should be without a supply of Holloway's Pills and Ointment, as by a timely recourse to them the first erring function may be reclaimed, suffering may be spared, and life saved. bbox=[525, 517, 640, 769]
ad-line: FOR bbox=[884, 1085, 902, 1095]
ad-code: no20 bbox=[823, 588, 842, 598]
ad-text: 50 Boxes 2-Crown Soap, 20 bars, 6s; 50 boxes 3-Crown, 8s 6d; Splendid Coffee, good brands—Maori Chief per lb 1s 9d, Maori Hen 1s 9d, Gold Medal (splendid canister) 2s 6d; Sugars—Best Fine 3½d per lb by the bag, Pale Yellow Sugars by the Bag 2½d per lb; 12lbs Golden Syrup 3s, 12lbs Currants 5s 6d, 1lb Van Houten's Cocoa 3s 10d; box good Sperm Candles, 25lbs, 10s; 12lbs Elemé Raisins per dozen 7s; James 6d per tin, Warrnambo 7d per tin; 25lbs Cornflour, Burrows' for 1s; Painkiller 1s 3d, Pills 1s 3d, Irish Moss 1s 3d, St. Jacob's Oil 2s 6d, Baxter's Lung Preserver 1s 3d, Roe's Fruit Salts 3s, Mother Seigel's Syrup 3s, Hop Bitters 3s 9d, Steedman's Powders 1s 3d, 1lb Lemon Peel 1s 3d, Sago 2d per lb, Matches 1s 7d per dozen, 20 cakes Blacking 1s, Farinaceous Food for infants and invalids 1s per lb, Chinese Cloths; Pink and Blue and Gold and White 3s per dozen; Teapots, Black and Gold, from 3s each. bbox=[649, 107, 814, 306]
ad-line: For Prices See Circulars, which can be had on application. bbox=[858, 803, 1075, 813]
advertiser-name: SIEGERT & FAUVEL bbox=[669, 372, 794, 388]
list-item: 9 Dozen Sunshades and Umbrellas; some very special values amongst these. bbox=[525, 966, 640, 993]
ad-line: IN GROCERIES I QUOTE— bbox=[915, 457, 1018, 467]
list-item: Lamp Black, Raddle, etc. bbox=[649, 616, 742, 626]
